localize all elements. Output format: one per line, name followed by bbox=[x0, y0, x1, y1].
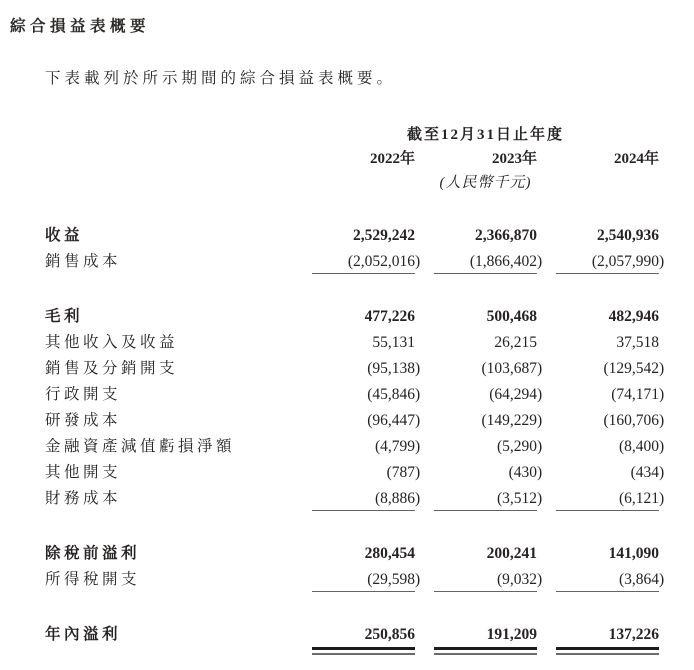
value-2023: (103,687) bbox=[481, 360, 543, 377]
value-2024: (434) bbox=[630, 464, 665, 481]
value-2024: 37,518 bbox=[616, 334, 659, 351]
value-2023: (430) bbox=[508, 464, 543, 481]
value-2022: (45,846) bbox=[367, 386, 421, 403]
year-col-2022: 2022年 bbox=[369, 151, 415, 167]
value-2024: (3,864) bbox=[556, 567, 659, 593]
year-header-row bbox=[45, 146, 659, 172]
currency-unit-note: (人民幣千元) bbox=[439, 175, 532, 191]
year-col-2023: 2023年 bbox=[491, 151, 537, 167]
row-label: 所得稅開支 bbox=[45, 571, 141, 588]
value-2022: 2,529,242 bbox=[353, 227, 415, 244]
value-2022: (29,598) bbox=[312, 567, 415, 593]
value-2022: 477,226 bbox=[364, 308, 415, 325]
table-row bbox=[45, 622, 659, 648]
value-2024: 482,946 bbox=[608, 308, 659, 325]
table-row bbox=[45, 249, 665, 275]
value-2024: 137,226 bbox=[556, 622, 659, 648]
value-2023: 191,209 bbox=[434, 622, 537, 648]
row-label: 研發成本 bbox=[45, 412, 122, 429]
table-row bbox=[45, 223, 659, 249]
row-label: 其他開支 bbox=[45, 464, 122, 481]
value-2024: 2,540,936 bbox=[597, 227, 659, 244]
value-2022: (8,886) bbox=[312, 486, 415, 512]
value-2023: (5,290) bbox=[496, 438, 543, 455]
value-2024: (129,542) bbox=[603, 360, 665, 377]
value-2024: 141,090 bbox=[608, 545, 659, 562]
value-2023: (3,512) bbox=[434, 486, 537, 512]
value-2023: (1,866,402) bbox=[434, 249, 537, 275]
table-row bbox=[45, 356, 665, 382]
value-2023: 26,215 bbox=[494, 334, 537, 351]
table-row bbox=[45, 434, 665, 460]
year-col-2024: 2024年 bbox=[613, 151, 659, 167]
value-2022: 280,454 bbox=[364, 545, 415, 562]
table-row bbox=[45, 486, 665, 512]
intro-text: 下表載列於所示期間的綜合損益表概要。 bbox=[45, 70, 397, 87]
value-2023: (9,032) bbox=[434, 567, 537, 593]
table-row bbox=[45, 382, 665, 408]
row-label: 其他收入及收益 bbox=[45, 334, 179, 351]
value-2022: 250,856 bbox=[312, 622, 415, 648]
income-statement-table bbox=[45, 125, 665, 648]
value-2023: 2,366,870 bbox=[475, 227, 537, 244]
row-label: 金融資產減值虧損淨額 bbox=[45, 438, 236, 455]
row-label: 年內溢利 bbox=[45, 626, 122, 643]
value-2022: (2,052,016) bbox=[312, 249, 415, 275]
value-2023: 200,241 bbox=[486, 545, 537, 562]
row-label: 銷售成本 bbox=[45, 253, 122, 270]
row-label: 毛利 bbox=[45, 308, 84, 325]
value-2024: (160,706) bbox=[603, 412, 665, 429]
value-2023: 500,468 bbox=[486, 308, 537, 325]
table-row bbox=[45, 330, 659, 356]
value-2024: (6,121) bbox=[556, 486, 659, 512]
value-2022: (4,799) bbox=[374, 438, 421, 455]
value-2022: (787) bbox=[386, 464, 421, 481]
row-label: 財務成本 bbox=[45, 490, 122, 507]
value-2022: 55,131 bbox=[372, 334, 415, 351]
label-column-spacer bbox=[45, 146, 293, 172]
value-2023: (149,229) bbox=[481, 412, 543, 429]
value-2022: (95,138) bbox=[367, 360, 421, 377]
row-label: 收益 bbox=[45, 227, 84, 244]
table-row bbox=[45, 541, 659, 567]
value-2024: (74,171) bbox=[611, 386, 665, 403]
table-row bbox=[45, 567, 665, 593]
value-2022: (96,447) bbox=[367, 412, 421, 429]
table-body bbox=[45, 223, 665, 648]
row-label: 銷售及分銷開支 bbox=[45, 360, 179, 377]
row-label: 除稅前溢利 bbox=[45, 545, 141, 562]
value-2024: (2,057,990) bbox=[556, 249, 659, 275]
row-label: 行政開支 bbox=[45, 386, 122, 403]
value-2024: (8,400) bbox=[618, 438, 665, 455]
table-row bbox=[45, 408, 665, 434]
value-2023: (64,294) bbox=[489, 386, 543, 403]
page-title: 綜合損益表概要 bbox=[10, 18, 151, 35]
period-header: 截至12月31日止年度 bbox=[406, 127, 564, 143]
table-row bbox=[45, 460, 665, 486]
table-row bbox=[45, 304, 659, 330]
